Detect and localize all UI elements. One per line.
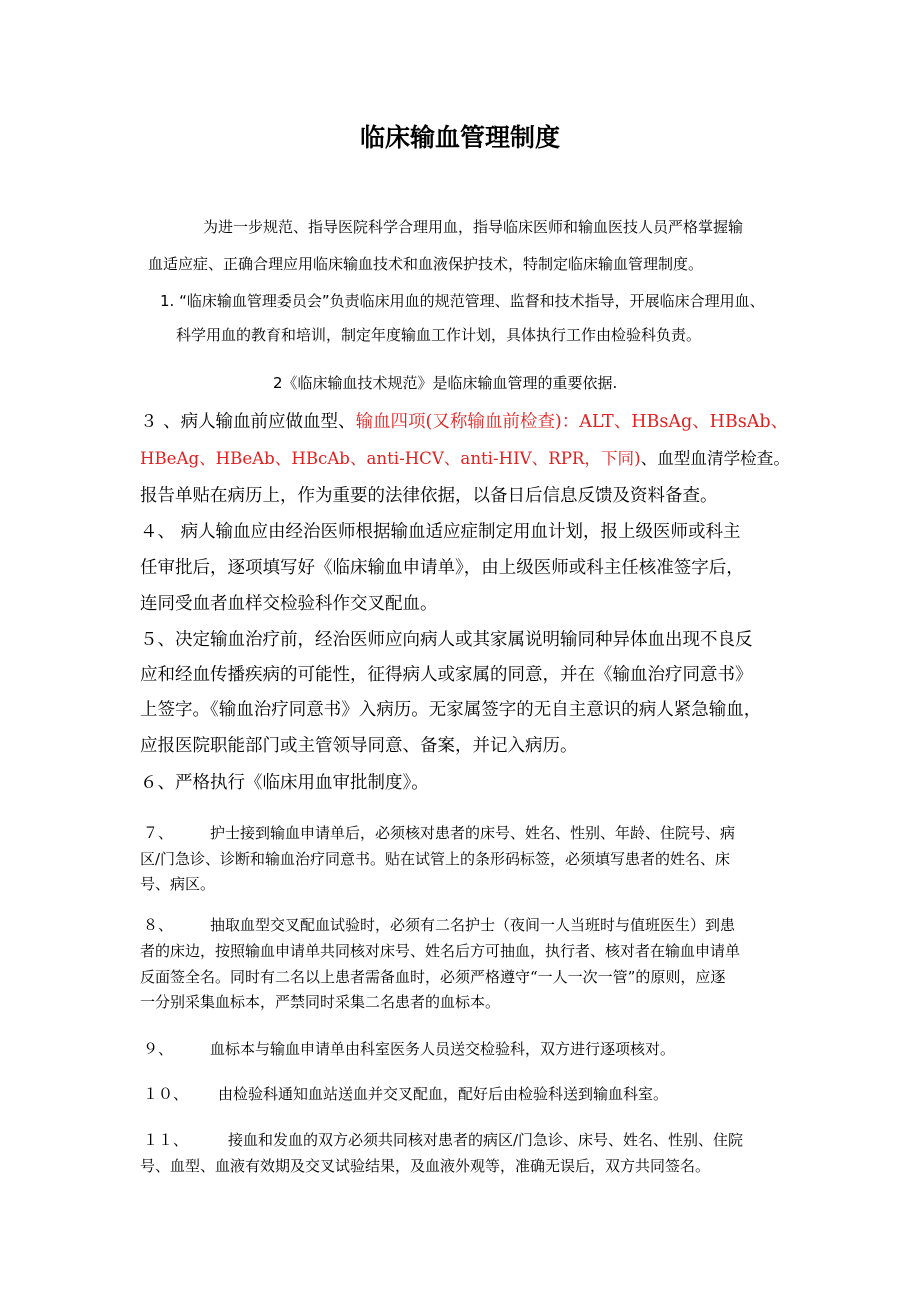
item-10-line-1: 由检验科通知血站送血并交叉配血，配好后由检验科送到输血科室。 (218, 1085, 669, 1103)
item-11-line-1: 接血和发血的双方必须共同核对患者的病区/门急诊、床号、姓名、性别、住院 (228, 1131, 744, 1149)
item-10-number: １０、 (143, 1085, 189, 1103)
document-title: 临床输血管理制度 (359, 123, 560, 152)
item-3-line-2 (140, 445, 790, 469)
item-2: 2《临床输血技术规范》是临床输血管理的重要依据. (273, 374, 618, 392)
item-4-line-3: 连同受血者血样交检验科作交叉配血。 (140, 594, 438, 614)
item-8-line-3: 反面签全名。同时有二名以上患者需备血时，必须严格遵守“一人一次一管”的原则，应逐 (140, 968, 726, 986)
item-7-line-3: 号、病区。 (140, 875, 216, 893)
item-3-line-1 (140, 408, 788, 433)
item-5-line-3: 上签字。《输血治疗同意书》入病历。无家属签字的无自主意识的病人紧急输血， (140, 700, 762, 720)
item-8-line-4: 一分别采集血标本，严禁同时采集二名患者的血标本。 (140, 993, 501, 1011)
item-1-line-2: 科学用血的教育和培训，制定年度输血工作计划，具体执行工作由检验科负责。 (176, 326, 702, 344)
item-6: ６、严格执行《临床用血审批制度》。 (140, 773, 429, 793)
item-3-serology: 、血型血清学检查。 (640, 449, 790, 468)
intro-line-1: 为进一步规范、指导医院科学合理用血，指导临床医师和输血医技人员严格掌握输 (203, 218, 744, 236)
item-3-line-3: 报告单贴在病历上，作为重要的法律依据，以备日后信息反馈及资料备查。 (140, 486, 718, 506)
item-4-line-2: 任审批后，逐项填写好《临床输血申请单》，由上级医师或科主任核准签字后， (140, 558, 744, 578)
item-8-number: ８、 (143, 916, 174, 934)
item-7-line-1: 护士接到输血申请单后，必须核对患者的床号、姓名、性别、年龄、住院号、病 (210, 824, 736, 842)
item-5-line-4: 应报医院职能部门或主管领导同意、备案，并记入病历。 (140, 736, 578, 756)
item-5-line-1: ５、决定输血治疗前，经治医师应向病人或其家属说明输同种异体血出现不良反 (140, 630, 753, 650)
item-3-prefix: ３ 、病人输血前应做血型、 (140, 412, 356, 432)
item-11-line-2: 号、血型、血液有效期及交叉试验结果，及血液外观等，准确无误后，双方共同签名。 (140, 1157, 711, 1175)
item-3-markers-highlight: HBeAg、HBeAb、HBcAb、anti-HCV、anti-HIV、RPR，下同) (140, 449, 641, 468)
item-7-number: ７、 (143, 824, 174, 842)
item-8-line-2: 者的床边，按照输血申请单共同核对床号、姓名后方可抽血，执行者、核对者在输血申请单 (140, 942, 741, 960)
item-4-line-1: ４、 病人输血应由经治医师根据输血适应症制定用血计划，报上级医师或科主 (140, 522, 741, 542)
item-8-line-1: 抽取血型交叉配血试验时，必须有二名护士（夜间一人当班时与值班医生）到患 (210, 916, 736, 934)
item-9-number: ９、 (143, 1040, 174, 1058)
item-1-line-1: 1. “临床输血管理委员会”负责临床用血的规范管理、监督和技术指导，开展临床合理用血、 (160, 292, 765, 310)
item-3-blood-tests-highlight: 输血四项(又称输血前检查)：ALT、HBsAg、HBsAb、 (355, 412, 789, 432)
item-5-line-2: 应和经血传播疾病的可能性，征得病人或家属的同意，并在《输血治疗同意书》 (140, 665, 753, 685)
item-11-number: １１、 (143, 1131, 189, 1149)
intro-line-2: 血适应症、正确合理应用临床输血技术和血液保护技术，特制定临床输血管理制度。 (148, 255, 704, 273)
item-7-line-2: 区/门急诊、诊断和输血治疗同意书。贴在试管上的条形码标签，必须填写患者的姓名、床 (140, 850, 731, 868)
item-9-line-1: 血标本与输血申请单由科室医务人员送交检验科，双方进行逐项核对。 (210, 1040, 676, 1058)
